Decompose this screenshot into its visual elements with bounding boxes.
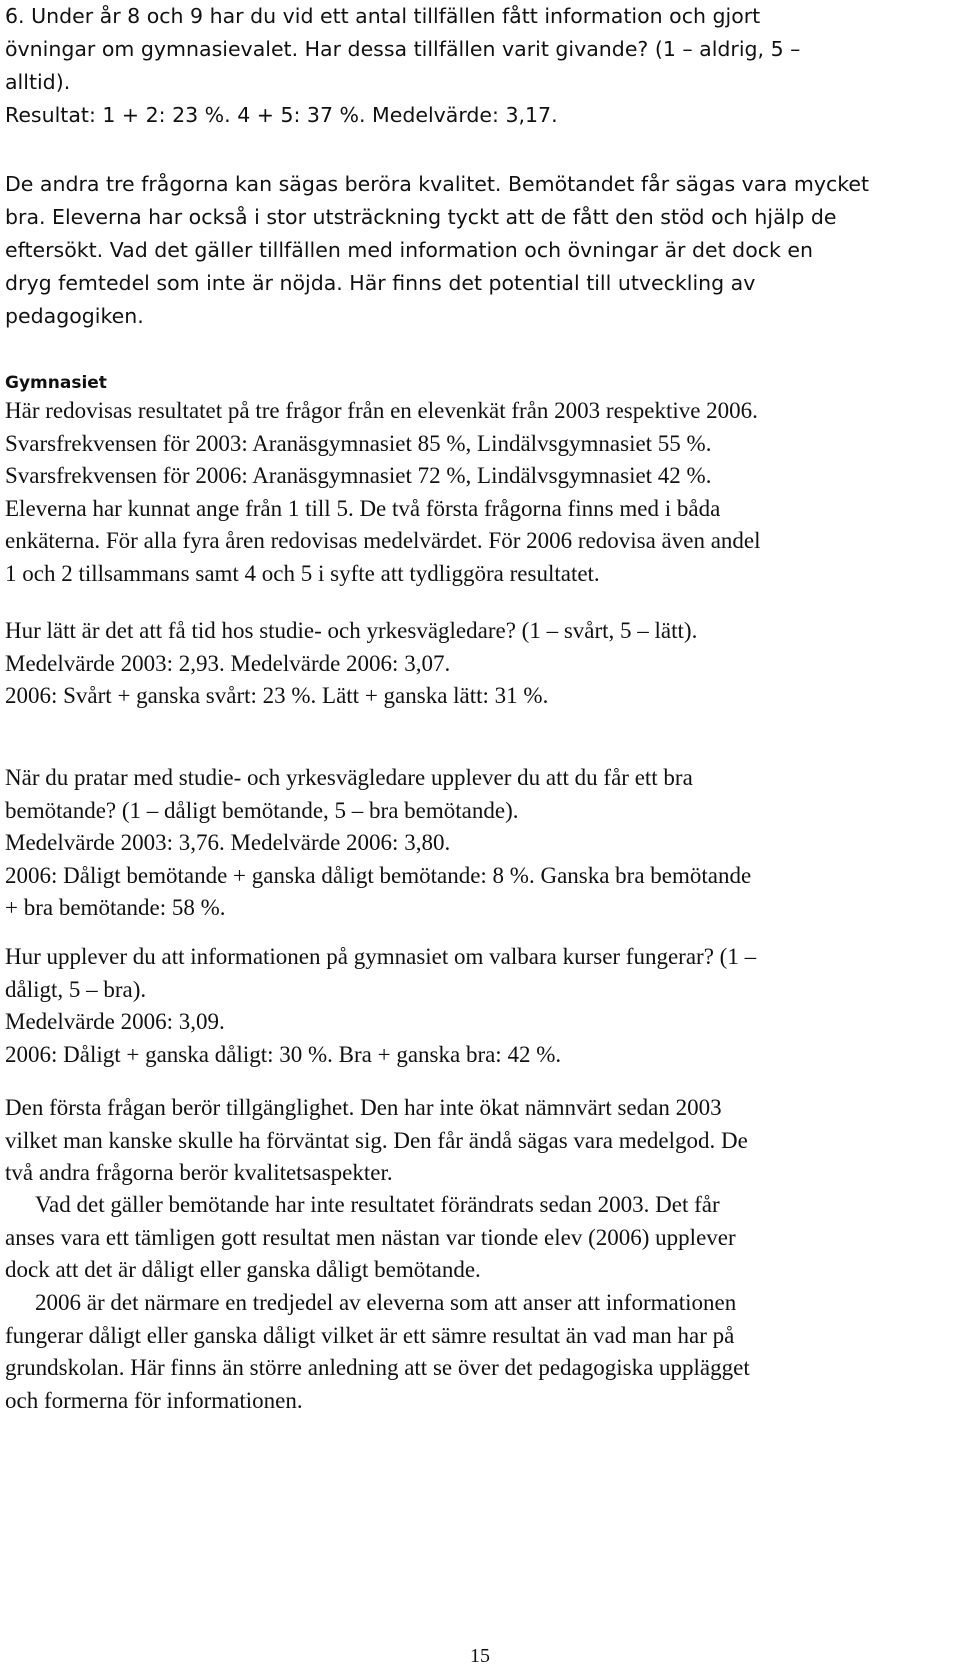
- text-line: Medelvärde 2003: 2,93. Medelvärde 2006: 3,07.: [5, 650, 451, 676]
- question-courses-paragraph: [5, 941, 756, 1071]
- text-line: Vad det gäller bemötande har inte resultatet förändrats sedan 2003. Det får: [35, 1192, 720, 1217]
- text-line: 1 och 2 tillsammans samt 4 och 5 i syfte att tydliggöra resultatet.: [5, 560, 600, 586]
- text-line: Här redovisas resultatet på tre frågor från en elevenkät från 2003 respektive 2006.: [5, 398, 758, 423]
- question-appointment-paragraph: [5, 615, 697, 713]
- text-line: När du pratar med studie- och yrkesvägledare upplever du att du får ett bra: [5, 765, 693, 790]
- text-line: De andra tre frågorna kan sägas beröra kvalitet. Bemötandet får sägas vara mycket: [5, 172, 870, 196]
- question-6-paragraph: [5, 0, 800, 132]
- text-line: bra. Eleverna har också i stor utsträckning tyckt att de fått den stöd och hjälp de: [5, 205, 837, 229]
- text-line: 2006: Dåligt + ganska dåligt: 30 %. Bra + ganska bra: 42 %.: [5, 1041, 562, 1067]
- text-line: Eleverna har kunnat ange från 1 till 5. De två första frågorna finns med i båda: [5, 495, 721, 521]
- text-line: 2006: Dåligt bemötande + ganska dåligt bemötande: 8 %. Ganska bra bemötande: [5, 862, 752, 888]
- text-line: fungerar dåligt eller ganska dåligt vilket är ett sämre resultat än vad man har på: [5, 1322, 735, 1348]
- text-line: Hur upplever du att informationen på gymnasiet om valbara kurser fungerar? (1 –: [5, 944, 757, 969]
- text-line: dåligt, 5 – bra).: [5, 976, 147, 1002]
- text-line: + bra bemötande: 58 %.: [5, 895, 226, 920]
- text-line: två andra frågorna berör kvalitetsaspekter.: [5, 1160, 393, 1185]
- text-line: övningar om gymnasievalet. Har dessa tillfällen varit givande? (1 – aldrig, 5 –: [5, 37, 801, 61]
- text-line: Svarsfrekvensen för 2003: Aranäsgymnasiet 85 %, Lindälvsgymnasiet 55 %.: [5, 430, 712, 456]
- text-line: Den första frågan berör tillgänglighet. Den har inte ökat nämnvärt sedan 2003: [5, 1095, 722, 1120]
- text-line: Medelvärde 2003: 3,76. Medelvärde 2006: 3,80.: [5, 830, 451, 855]
- text-line: 2006: Svårt + ganska svårt: 23 %. Lätt + ganska lätt: 31 %.: [5, 683, 549, 708]
- text-line: Resultat: 1 + 2: 23 %. 4 + 5: 37 %. Medelvärde: 3,17.: [5, 103, 558, 127]
- text-line: pedagogiken.: [5, 304, 144, 328]
- text-line: alltid).: [5, 70, 71, 94]
- conclusion-accessibility-paragraph: [5, 1092, 748, 1190]
- text-line: 2006 är det närmare en tredjedel av eleverna som att anser att informationen: [35, 1290, 737, 1315]
- text-line: dryg femtedel som inte är nöjda. Här finns det potential till utveckling av: [5, 271, 756, 295]
- intro-paragraph: [5, 395, 761, 590]
- gymnasiet-section: [5, 371, 761, 590]
- text-line: anses vara ett tämligen gott resultat men nästan var tionde elev (2006) upplever: [5, 1224, 736, 1250]
- question-treatment-paragraph: [5, 762, 751, 925]
- section-heading: Gymnasiet: [5, 373, 107, 393]
- text-line: Svarsfrekvensen för 2006: Aranäsgymnasiet 72 %, Lindälvsgymnasiet 42 %.: [5, 463, 712, 488]
- text-line: Hur lätt är det att få tid hos studie- och yrkesvägledare? (1 – svårt, 5 – lätt).: [5, 618, 698, 643]
- conclusion-treatment-paragraph: [5, 1189, 736, 1287]
- conclusion-information-paragraph: [5, 1287, 750, 1417]
- text-line: dock att det är dåligt eller ganska dåligt bemötande.: [5, 1257, 481, 1282]
- text-line: Medelvärde 2006: 3,09.: [5, 1009, 225, 1034]
- text-line: eftersökt. Vad det gäller tillfällen med information och övningar är det dock en: [5, 238, 813, 262]
- text-line: och formerna för informationen.: [5, 1387, 303, 1413]
- text-line: grundskolan. Här finns än större anledning att se över det pedagogiska upplägget: [5, 1355, 750, 1380]
- quality-paragraph: [5, 168, 869, 333]
- text-line: enkäterna. För alla fyra åren redovisas medelvärdet. För 2006 redovisa även andel: [5, 528, 761, 553]
- text-line: vilket man kanske skulle ha förväntat sig. Den får ändå sägas vara medelgod. De: [5, 1127, 748, 1153]
- page-number: 15: [470, 1645, 490, 1667]
- text-line: bemötande? (1 – dåligt bemötande, 5 – bra bemötande).: [5, 797, 519, 823]
- text-line: 6. Under år 8 och 9 har du vid ett antal tillfällen fått information och gjort: [5, 4, 761, 28]
